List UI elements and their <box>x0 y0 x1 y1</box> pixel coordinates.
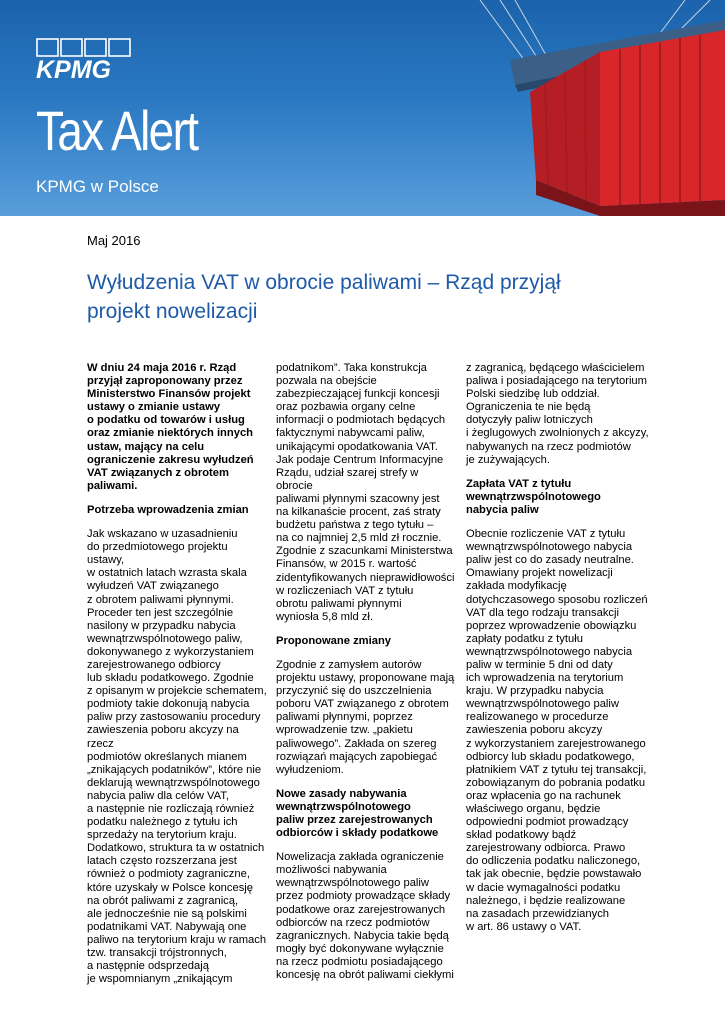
body-paragraph: Zgodnie z zamysłem autorów projektu ustawy, proponowane mają przyczynić się do uszczelnienia poboru VAT związanego z obrotem paliwami płynnymi, poprzez wprowadzenie tzw. „pakietu paliwowego”. Zakłada on szereg rozwiązań mających zapobiegać wyłudzeniom. <box>276 658 455 776</box>
section-heading: Zapłata VAT z tytułu wewnątrzwspólnotowego nabycia paliw <box>466 477 601 516</box>
section-heading: Potrzeba wprowadzenia zmian <box>87 503 249 516</box>
shipping-container-image <box>440 0 725 216</box>
body-paragraph: Obecnie rozliczenie VAT z tytułu wewnątrzwspólnotowego nabycia paliw jest co do zasady neutralne. Omawiany projekt nowelizacji zakłada modyfikację dotychczasowego sposobu rozliczeń VAT dla tego rodzaju transakcji poprzez wprowadzenie obowiązku zapłaty podatku z tytułu wewnątrzwspólnotowego nabycia paliw w terminie 5 dni od daty ich wprowadzenia na terytorium kraju. W przypadku nabycia wewnątrzwspólnotowego paliw realizowanego w procedurze zawieszenia poboru akcyzy z wykorzystaniem zarejestrowanego odbiorcy lub składu podatkowego, płatnikiem VAT z tytułu tej transakcji, zobowiązanym do pobrania podatku oraz wpłacenia go na rachunek właściwego organu, będzie odpowiedni podmiot prowadzący skład podatkowy bądź zarejestrowany odbiorca. Prawo do odliczenia podatku naliczonego, tak jak obecnie, będzie powstawało w dacie wymagalności podatku należnego, i będzie realizowane na zasadach przewidzianych w art. 86 ustawy o VAT. <box>466 528 648 933</box>
banner-subtitle: KPMG w Polsce <box>36 177 159 196</box>
text-column-3 <box>466 362 666 945</box>
header-banner <box>0 0 725 216</box>
lead-paragraph: W dniu 24 maja 2016 r. Rząd przyjął zaproponowany przez Ministerstwo Finansów projekt ustawy o zmianie ustawy o podatku od towarów i usług oraz zmianie niektórych innych ustaw, mający na celu ograniczenie zakresu wyłudzeń VAT związanych z obrotem paliwami. <box>87 362 254 492</box>
kpmg-logo <box>36 38 132 82</box>
text-column-1 <box>87 362 267 997</box>
banner-title: Tax Alert <box>36 99 198 162</box>
section-heading: Proponowane zmiany <box>276 634 391 647</box>
section-heading: Nowe zasady nabywania wewnątrzwspólnotowego paliw przez zarejestrowanych odbiorców i składy podatkowe <box>276 787 439 840</box>
document-date: Maj 2016 <box>87 233 141 248</box>
body-paragraph: podatnikom”. Taka konstrukcja pozwala na obejście zabezpieczającej funkcji koncesji oraz pozbawia organy celne informacji o podmiotach będących faktycznymi nabywcami paliw, unikającymi opodatkowania VAT. Jak podaje Centrum Informacyjne Rządu, udział szarej strefy w obrocie paliwami płynnymi szacowny jest na kilkanaście procent, zaś straty budżetu państwa z tego tytułu – na co najmniej 2,5 mld zł rocznie. Zgodnie z szacunkami Ministerstwa Finansów, w 2015 r. wartość zidentyfikowanych nieprawidłowości w rozliczeniach VAT z tytułu obrotu paliwami płynnymi wyniosła 5,8 mld zł. <box>276 362 455 623</box>
document-title: Wyłudzenia VAT w obrocie paliwami – Rząd przyjął projekt nowelizacji <box>87 271 561 323</box>
body-paragraph: Nowelizacja zakłada ograniczenie możliwości nabywania wewnątrzwspólnotowego paliw przez podmioty prowadzące składy podatkowe oraz zarejestrowanych odbiorców na rzecz podmiotów zagranicznych. Nabycia takie będą mogły być dokonywane wyłącznie na rzecz podmiotu posiadającego koncesję na obrót paliwami ciekłymi <box>276 851 454 982</box>
logo-text: KPMG <box>36 56 111 82</box>
body-paragraph: Jak wskazano w uzasadnieniu do przedmiotowego projektu ustawy, w ostatnich latach wzrasta skala wyłudzeń VAT związanego z obrotem paliwami płynnymi. Proceder ten jest szczególnie nasilony w przypadku nabycia wewnątrzwspólnotowego paliw, dokonywanego z wykorzystaniem zarejestrowanego odbiorcy lub składu podatkowego. Zgodnie z opisanym w projekcie schematem, podmioty takie dokonują nabycia paliw przy zastosowaniu procedury zawieszenia poboru akcyzy na rzecz podmiotów określanych mianem „znikających podatników”, które nie deklarują wewnątrzwspólnotowego nabycia paliw dla celów VAT, a następnie nie rozliczają również podatku należnego z tytułu ich sprzedaży na terytorium kraju. Dodatkowo, struktura ta w ostatnich latach często rozszerzana jest również o podmioty zagraniczne, które uzyskały w Polsce koncesję na obrót paliwami z zagranicą, ale jednocześnie nie są polskimi podatnikami VAT. Nabywają one paliwo na terytorium kraju w ramach tzw. transakcji trójstronnych, a następnie odsprzedają je wspomnianym „znikającym <box>87 528 267 986</box>
text-column-2 <box>276 362 456 993</box>
body-paragraph: z zagranicą, będącego właścicielem paliwa i posiadającego na terytorium Polski siedzibę lub oddział. Ograniczenia te nie będą dotyczyły paliw lotniczych i żeglugowych zwolnionych z akcyzy, nabywanych na rzecz podmiotów je zużywających. <box>466 362 649 466</box>
